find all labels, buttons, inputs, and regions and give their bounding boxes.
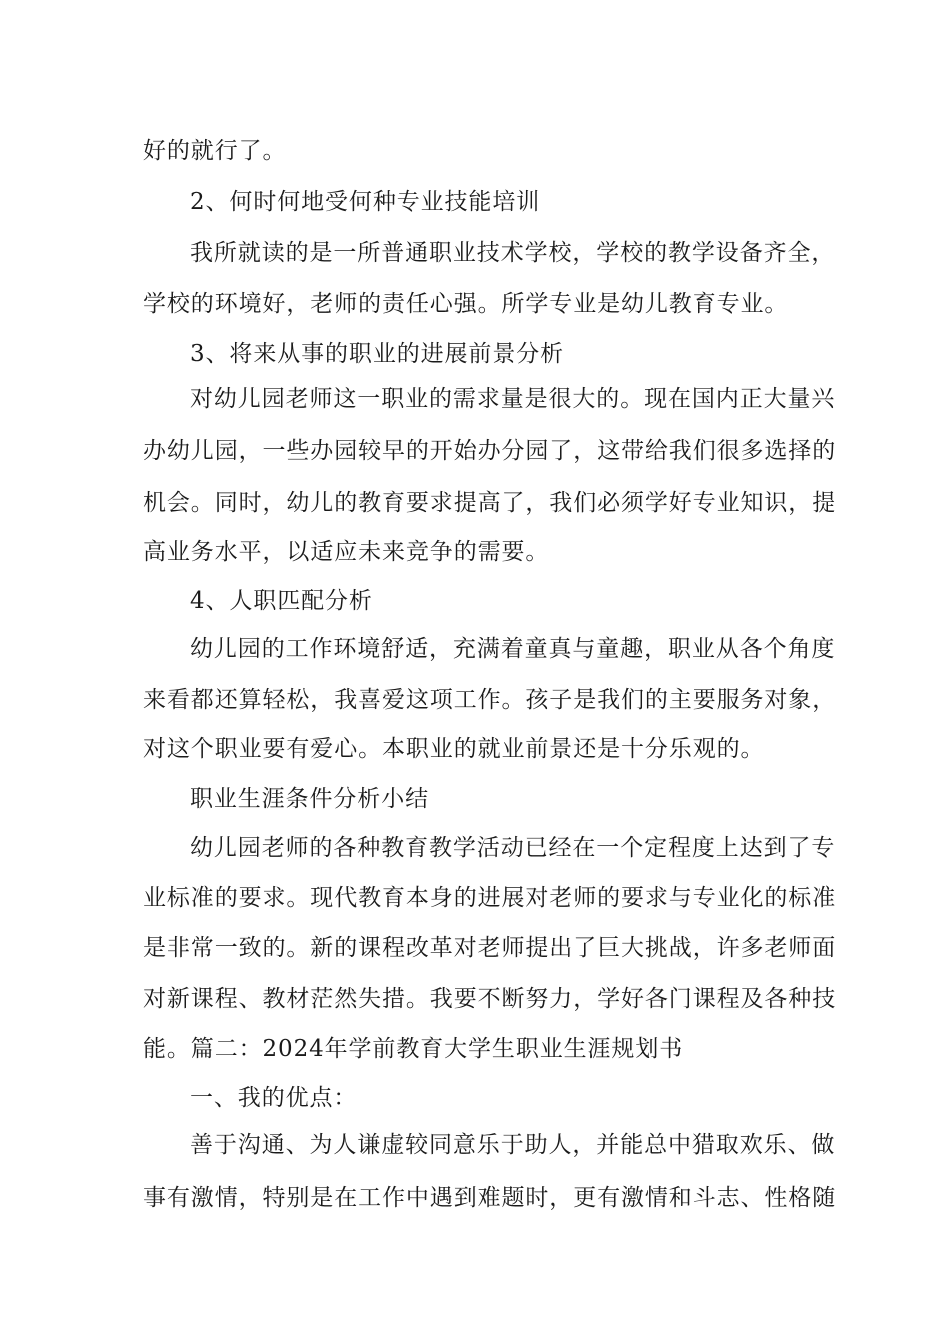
paragraph-line: 业标准的要求。现代教育本身的进展对老师的要求与专业化的标准 xyxy=(143,885,837,911)
section-heading: 一、我的优点： xyxy=(190,1085,358,1111)
section-heading: 3、将来从事的职业的进展前景分析 xyxy=(190,341,565,367)
paragraph-line: 对幼儿园老师这一职业的需求量是很大的。现在国内正大量兴 xyxy=(190,386,836,412)
paragraph-line: 机会。同时，幼儿的教育要求提高了，我们必须学好专业知识，提 xyxy=(143,490,837,516)
paragraph-line: 对这个职业要有爱心。本职业的就业前景还是十分乐观的。 xyxy=(143,736,765,762)
paragraph-line: 学校的环境好，老师的责任心强。所学专业是幼儿教育专业。 xyxy=(143,291,789,317)
paragraph-line: 来看都还算轻松，我喜爱这项工作。孩子是我们的主要服务对象， xyxy=(143,687,837,713)
paragraph-line: 事有激情，特别是在工作中遇到难题时，更有激情和斗志、性格随 xyxy=(143,1185,837,1211)
paragraph-line: 幼儿园的工作环境舒适，充满着童真与童趣，职业从各个角度 xyxy=(190,636,836,662)
paragraph-line: 善于沟通、为人谦虚较同意乐于助人，并能总中猎取欢乐、做 xyxy=(190,1132,836,1158)
paragraph-line: 能。篇二：2024年学前教育大学生职业生涯规划书 xyxy=(143,1036,684,1062)
section-heading: 职业生涯条件分析小结 xyxy=(190,786,429,812)
paragraph-line: 高业务水平，以适应未来竞争的需要。 xyxy=(143,539,550,565)
paragraph-line: 办幼儿园，一些办园较早的开始办分园了，这带给我们很多选择的 xyxy=(143,438,837,464)
section-heading: 4、人职匹配分析 xyxy=(190,588,373,614)
paragraph-line: 幼儿园老师的各种教育教学活动已经在一个定程度上达到了专 xyxy=(190,835,836,861)
paragraph-line: 是非常一致的。新的课程改革对老师提出了巨大挑战，许多老师面 xyxy=(143,935,837,961)
paragraph-line: 对新课程、教材茫然失措。我要不断努力，学好各门课程及各种技 xyxy=(143,986,837,1012)
section-heading: 2、何时何地受何种专业技能培训 xyxy=(190,189,541,215)
paragraph-line: 我所就读的是一所普通职业技术学校，学校的教学设备齐全， xyxy=(190,240,836,266)
paragraph-line: 好的就行了。 xyxy=(143,138,287,164)
